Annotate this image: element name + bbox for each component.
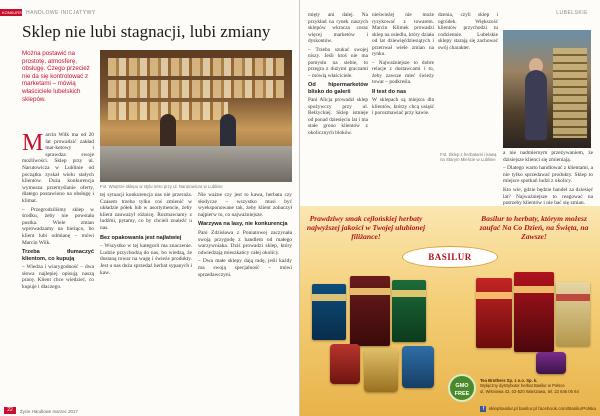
paragraph: – Dwa małe sklepy dają radę, jeśli każdy ma swoją specjalność – mówi sprzedawczyni. xyxy=(198,258,292,278)
right-page xyxy=(300,0,600,416)
paragraph: Pani Zdzisława z Poniatowej zaczynała swoją przygodę z handlem od małego warzywniaka. Dziś prowadzi sklep, który odwiedzają mieszkańcy całej okolicy. xyxy=(198,229,292,256)
paragraph: nieświeżej nie może ryzykować z towarem. Marcin Klimek prowadzi sklep na osiedlu, który działa od lat dziewięćdziesiątych i przetrwał wiele zmian na rynku. xyxy=(372,12,434,57)
paragraph: Pani Alicja prowadzi sklep spożywczy przy ul. Bełżyckiej. Sklep istnieje od ponad dziesięciu lat i ma stałe grono klientów z okolicznych bloków. xyxy=(308,97,368,136)
basilur-advertisement[interactable] xyxy=(300,206,600,416)
ad-links-text[interactable]: sklepbasilur.pl basilur.pl facebook.com/BasilurPolska xyxy=(488,406,596,412)
article-column-2 xyxy=(100,192,192,278)
photo-shelf xyxy=(108,58,284,76)
tea-tin xyxy=(330,344,360,384)
tea-box xyxy=(556,282,590,346)
photo-caption: Fot. Wnętrze sklepu w stylu retro przy ul. Narutowicza w Lublinie xyxy=(100,184,223,189)
section-tag-badge xyxy=(0,9,22,16)
right-column-1 xyxy=(308,12,368,138)
side-photo-caption: Fot. Sklep z herbatami i kawą na Starym Mieście w Lublinie xyxy=(440,152,497,163)
tea-tin xyxy=(536,352,566,374)
paragraph: arcin Wilk ma od 20 lat prowadzić zakład mar-ketowy i sprawdza swoje możliwości. Sklep przy ul. Narutowicza w Lublinie od początku zyskał wielu stałych klientów. Duża konkurencja wymusza przemyślanie oferty, dlatego postawiono na obsługę i klimat. xyxy=(22,132,94,204)
paragraph: – Przegrodziliśmy sklep w środku, żeby nie powstała pustka. Wiele zmian wprowadzamy na bieżąco, bo klient lubi odmianę – mówi Marcin Wilk. xyxy=(22,206,94,246)
paragraph: – Wszystko w tej kategorii ma znaczenie. Ludzie przychodzą do nas, bo wiedzą, że dostaną towar na wagę i świeże produkty. Jest u nas duża sprzedaż herbat sypanych i kaw. xyxy=(100,243,192,276)
subheading: Bez opakowania jest najłatwiej xyxy=(100,234,182,241)
paragraph: – Trzeba szukać swojej niszy. Jeśli ktoś nie ma pomysłu na siebie, to przegra z dużymi graczami – mówią właściciele. xyxy=(308,46,368,79)
contact-company: Tea Brothers Sp. z o.o. Sp. k. xyxy=(480,378,538,383)
paragraph: – Wiedza i wiarygodność – dwa słowa najlepiej opisują naszą pracę. Klient chce wiedzieć, co kupuje i dlaczego. xyxy=(22,264,94,291)
tea-box xyxy=(312,284,346,340)
contact-line: Wyłączny dystrybutor herbat Basilur w Polsce xyxy=(480,383,565,389)
shop-interior-photo xyxy=(100,50,292,182)
paragraph: – Najważniejsze to dobre relacje z dostawcami i to, żeby zawsze mieć świeży towar – podkreśla. xyxy=(372,59,434,85)
magazine-name: Życie Handlowe marzec 2017 xyxy=(20,409,78,414)
right-column-3 xyxy=(438,12,498,53)
paragraph: Kto wie, gdzie będzie handel za dziesięć lat? Najważniejsze to reagować na potrzeby klientów i nie bać się zmian. xyxy=(503,186,593,207)
article-headline: Sklep nie lubi stagnacji, lubi zmiany xyxy=(22,22,271,41)
photo-rack xyxy=(553,48,587,138)
page-number: 22 xyxy=(4,407,16,414)
right-column-2 xyxy=(372,12,434,119)
subheading: Trzeba tłumaczyć klientom, co kupują xyxy=(22,249,94,262)
facebook-icon: f xyxy=(480,406,486,412)
paragraph: dzenia, czyli sklep i ogródek. Większość klientów przychodzi tu codziennie. Lubelskie sklepy starają się zachować swój charakter. xyxy=(438,12,498,51)
tea-tin xyxy=(402,346,434,388)
paragraph: Nie ważne czy jest to kawa, herbata czy słodycze – wszystko musi być wyeksponowane tak, żeby klient zobaczył najpierw to, co najważniejsze. xyxy=(198,192,292,218)
article-lead: Można postawić na prostotę, atmosferę, obsługę. Czego przecież nie da się kontrolować z marketami – mówią właściciele lubelskich sklepów. xyxy=(22,50,90,103)
tea-box xyxy=(392,280,426,342)
paragraph: mięty ani dalej. Na przykład na rynek naszych sklepów wkracza coraz więcej marketów i dyskontów. xyxy=(308,12,368,44)
photo-counter xyxy=(100,146,292,182)
subheading: Warzywa na lasy, nie konkurencja xyxy=(198,221,288,228)
tea-box xyxy=(514,272,554,352)
gmo-free-badge: GMO FREE xyxy=(448,374,476,402)
basilur-logo: BASILUR xyxy=(402,246,498,268)
article-column-1 xyxy=(22,132,94,293)
section-name: HANDLOWE INICJATYWY xyxy=(26,10,96,16)
paragraph: W sklepach są miejsca dla klientów, którzy chcą usiąść i porozmawiać przy kawie. xyxy=(372,97,434,116)
paragraph: – Dlatego warto handlować z klientami, a nie tylko sprzedawać produkty. Sklep to miejsce spotkań ludzi z okolicy. xyxy=(503,165,593,185)
ad-right-title: Basilur to herbaty, którym możesz zaufać Na Co Dzień, na Święta, na Zawsze! xyxy=(479,214,589,241)
tea-box xyxy=(476,278,512,348)
subheading: Od hipermarketów blisko do galerii xyxy=(308,82,368,95)
subheading: Ił test do nas xyxy=(372,88,407,95)
ad-links[interactable] xyxy=(450,406,596,412)
paragraph: tej sytuacji konkurencja nas nie przeraża. Czasem trzeba tylko coś zmienić w układzie półek lub w asortymencie, żeby klient zauważył różnicę. Rozmawiamy z ludźmi, pytamy, co by chcieli znaleźć u nas. xyxy=(100,192,192,231)
tea-tin xyxy=(364,348,398,392)
photo-person xyxy=(525,70,547,140)
dropcap: M xyxy=(22,130,44,156)
section-tag-right: LUBELSKIE xyxy=(556,10,588,16)
contact-address: ul. Wiśniowa 42, 02-520 Warszawa, tel. 22 646 05 64 xyxy=(480,388,579,394)
ad-left-title: Prawdziwy smak cejlońskiej herbaty najwyższej jakości w Twojej ulubionej filiżance! xyxy=(306,214,426,241)
section-tag-label: KONKURS xyxy=(2,10,22,15)
tea-shop-photo xyxy=(503,30,591,148)
page-footer xyxy=(0,407,300,416)
ad-contact xyxy=(480,378,596,394)
paragraph: a nie nadmiernym przeżywaniem, że dzisiejsze klienci się zmieniają. xyxy=(503,150,593,163)
article-column-3 xyxy=(198,192,292,280)
tea-box xyxy=(350,276,390,346)
photo-shelf xyxy=(108,80,284,98)
